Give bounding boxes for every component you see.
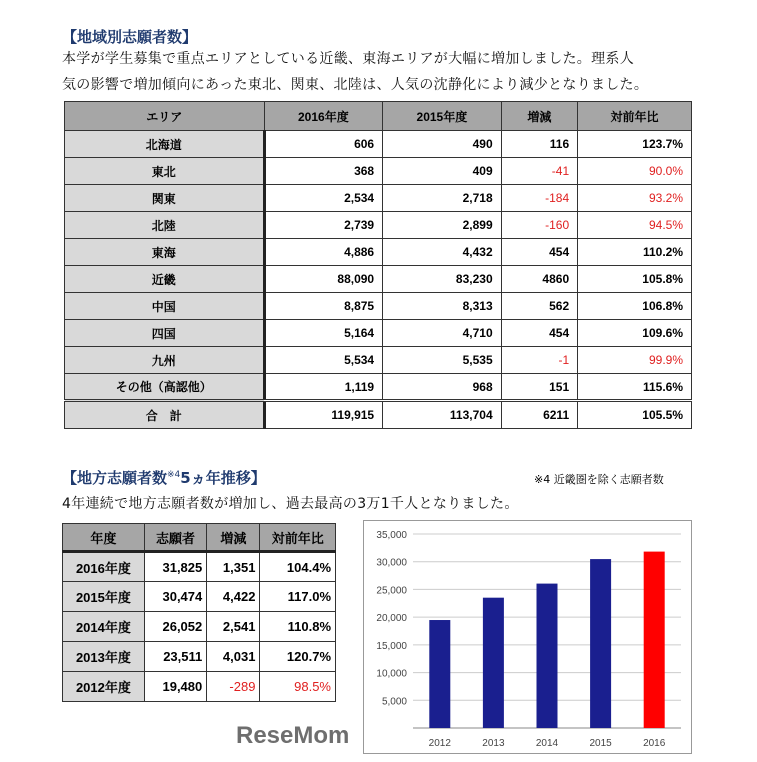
table-row xyxy=(65,347,692,374)
cell: 490 xyxy=(383,131,502,158)
total-cell: 105.5% xyxy=(578,401,692,429)
bar-2014 xyxy=(537,584,558,728)
cell: 151 xyxy=(501,374,578,401)
cell: その他（高認他） xyxy=(65,374,265,401)
cell: 2014年度 xyxy=(63,612,145,642)
table-row xyxy=(65,374,692,401)
cell: 26,052 xyxy=(144,612,206,642)
cell: 93.2% xyxy=(578,185,692,212)
y-tick-label: 10,000 xyxy=(376,668,407,680)
bar-chart xyxy=(363,520,692,754)
x-tick-label: 2015 xyxy=(589,738,612,749)
bar-2015 xyxy=(590,559,611,728)
total-cell: 6211 xyxy=(501,401,578,429)
table-row xyxy=(65,158,692,185)
table-row xyxy=(63,642,336,672)
table-row xyxy=(63,612,336,642)
y-tick-label: 30,000 xyxy=(376,557,407,569)
table-row xyxy=(65,185,692,212)
cell: 30,474 xyxy=(144,582,206,612)
cell: 2,739 xyxy=(264,212,383,239)
x-tick-label: 2014 xyxy=(535,738,559,749)
section2-text: 4年連続で地方志願者数が増加し、過去最高の3万1千人となりました。 xyxy=(62,496,519,512)
cell: 968 xyxy=(383,374,502,401)
cell: 562 xyxy=(501,293,578,320)
cell: -160 xyxy=(501,212,578,239)
column-header: 2015年度 xyxy=(383,102,502,131)
cell: 北陸 xyxy=(65,212,265,239)
cell: 4,031 xyxy=(207,642,260,672)
watermark-logo: ReseMom xyxy=(236,722,350,749)
cell: 5,164 xyxy=(264,320,383,347)
section1-text-2: 気の影響で増加傾向にあった東北、関東、北陸は、人気の沈静化により減少となりました。 xyxy=(62,77,649,93)
cell: 94.5% xyxy=(578,212,692,239)
column-header: エリア xyxy=(65,102,265,131)
cell: 5,535 xyxy=(383,347,502,374)
table-row xyxy=(65,131,692,158)
cell: 1,351 xyxy=(207,552,260,582)
cell: 83,230 xyxy=(383,266,502,293)
table-row xyxy=(63,582,336,612)
cell: 19,480 xyxy=(144,672,206,702)
cell: 近畿 xyxy=(65,266,265,293)
section2-title xyxy=(62,467,266,488)
cell: 2016年度 xyxy=(63,552,145,582)
cell: 2,534 xyxy=(264,185,383,212)
bar-2013 xyxy=(483,598,504,728)
cell: 115.6% xyxy=(578,374,692,401)
column-header: 対前年比 xyxy=(260,524,336,552)
cell: -289 xyxy=(207,672,260,702)
column-header: 増減 xyxy=(207,524,260,552)
cell: 409 xyxy=(383,158,502,185)
cell: 8,875 xyxy=(264,293,383,320)
cell: 606 xyxy=(264,131,383,158)
cell: 東海 xyxy=(65,239,265,266)
cell: 123.7% xyxy=(578,131,692,158)
y-tick-label: 5,000 xyxy=(381,696,407,708)
column-header: 2016年度 xyxy=(264,102,383,131)
cell: -1 xyxy=(501,347,578,374)
cell: 2,718 xyxy=(383,185,502,212)
cell: 110.2% xyxy=(578,239,692,266)
cell: 関東 xyxy=(65,185,265,212)
y-tick-label: 15,000 xyxy=(376,640,407,652)
cell: 4,886 xyxy=(264,239,383,266)
cell: 454 xyxy=(501,320,578,347)
cell: 454 xyxy=(501,239,578,266)
cell: 九州 xyxy=(65,347,265,374)
cell: 106.8% xyxy=(578,293,692,320)
cell: 2,899 xyxy=(383,212,502,239)
cell: 109.6% xyxy=(578,320,692,347)
total-cell: 合 計 xyxy=(65,401,265,429)
cell: 368 xyxy=(264,158,383,185)
x-tick-label: 2016 xyxy=(643,738,666,749)
table-row xyxy=(65,212,692,239)
cell: 5,534 xyxy=(264,347,383,374)
bar-2016 xyxy=(644,552,665,728)
cell: 2015年度 xyxy=(63,582,145,612)
cell: 4,710 xyxy=(383,320,502,347)
cell: 4,432 xyxy=(383,239,502,266)
cell: 4860 xyxy=(501,266,578,293)
table-row xyxy=(65,239,692,266)
column-header: 年度 xyxy=(63,524,145,552)
cell: 2013年度 xyxy=(63,642,145,672)
table-row xyxy=(65,293,692,320)
section1-title: 【地域別志願者数】 xyxy=(62,28,198,46)
cell: 116 xyxy=(501,131,578,158)
y-tick-label: 20,000 xyxy=(376,613,407,625)
cell: 99.9% xyxy=(578,347,692,374)
cell: 23,511 xyxy=(144,642,206,672)
table-row xyxy=(65,266,692,293)
cell: 8,313 xyxy=(383,293,502,320)
section1-text-1: 本学が学生募集で重点エリアとしている近畿、東海エリアが大幅に増加しました。理系人 xyxy=(62,51,634,67)
table-row xyxy=(63,672,336,702)
total-row xyxy=(65,401,692,429)
cell: 北海道 xyxy=(65,131,265,158)
title-text: 【地方志願者数 xyxy=(62,469,168,487)
five-year-table xyxy=(62,523,336,702)
cell: 110.8% xyxy=(260,612,336,642)
footnote: ※4 近畿圏を除く志願者数 xyxy=(534,473,664,486)
cell: 120.7% xyxy=(260,642,336,672)
cell: 98.5% xyxy=(260,672,336,702)
cell: 2,541 xyxy=(207,612,260,642)
column-header: 増減 xyxy=(501,102,578,131)
cell: -41 xyxy=(501,158,578,185)
chart-svg xyxy=(364,521,691,753)
cell: -184 xyxy=(501,185,578,212)
column-header: 志願者 xyxy=(144,524,206,552)
total-cell: 119,915 xyxy=(264,401,383,429)
total-cell: 113,704 xyxy=(383,401,502,429)
cell: 1,119 xyxy=(264,374,383,401)
bar-2012 xyxy=(429,620,450,728)
y-tick-label: 25,000 xyxy=(376,585,407,597)
cell: 31,825 xyxy=(144,552,206,582)
header-row xyxy=(65,102,692,131)
footnote-mark: ※4 xyxy=(167,470,181,480)
column-header: 対前年比 xyxy=(578,102,692,131)
table-row xyxy=(63,552,336,582)
cell: 90.0% xyxy=(578,158,692,185)
cell: 2012年度 xyxy=(63,672,145,702)
x-tick-label: 2013 xyxy=(482,738,505,749)
table-row xyxy=(65,320,692,347)
cell: 88,090 xyxy=(264,266,383,293)
title-text-2: 5ヵ年推移】 xyxy=(180,469,266,487)
cell: 四国 xyxy=(65,320,265,347)
cell: 104.4% xyxy=(260,552,336,582)
cell: 105.8% xyxy=(578,266,692,293)
header-row xyxy=(63,524,336,552)
cell: 117.0% xyxy=(260,582,336,612)
cell: 東北 xyxy=(65,158,265,185)
cell: 4,422 xyxy=(207,582,260,612)
y-tick-label: 35,000 xyxy=(376,530,407,541)
cell: 中国 xyxy=(65,293,265,320)
regional-applicants-table xyxy=(64,101,692,429)
x-tick-label: 2012 xyxy=(428,738,451,749)
